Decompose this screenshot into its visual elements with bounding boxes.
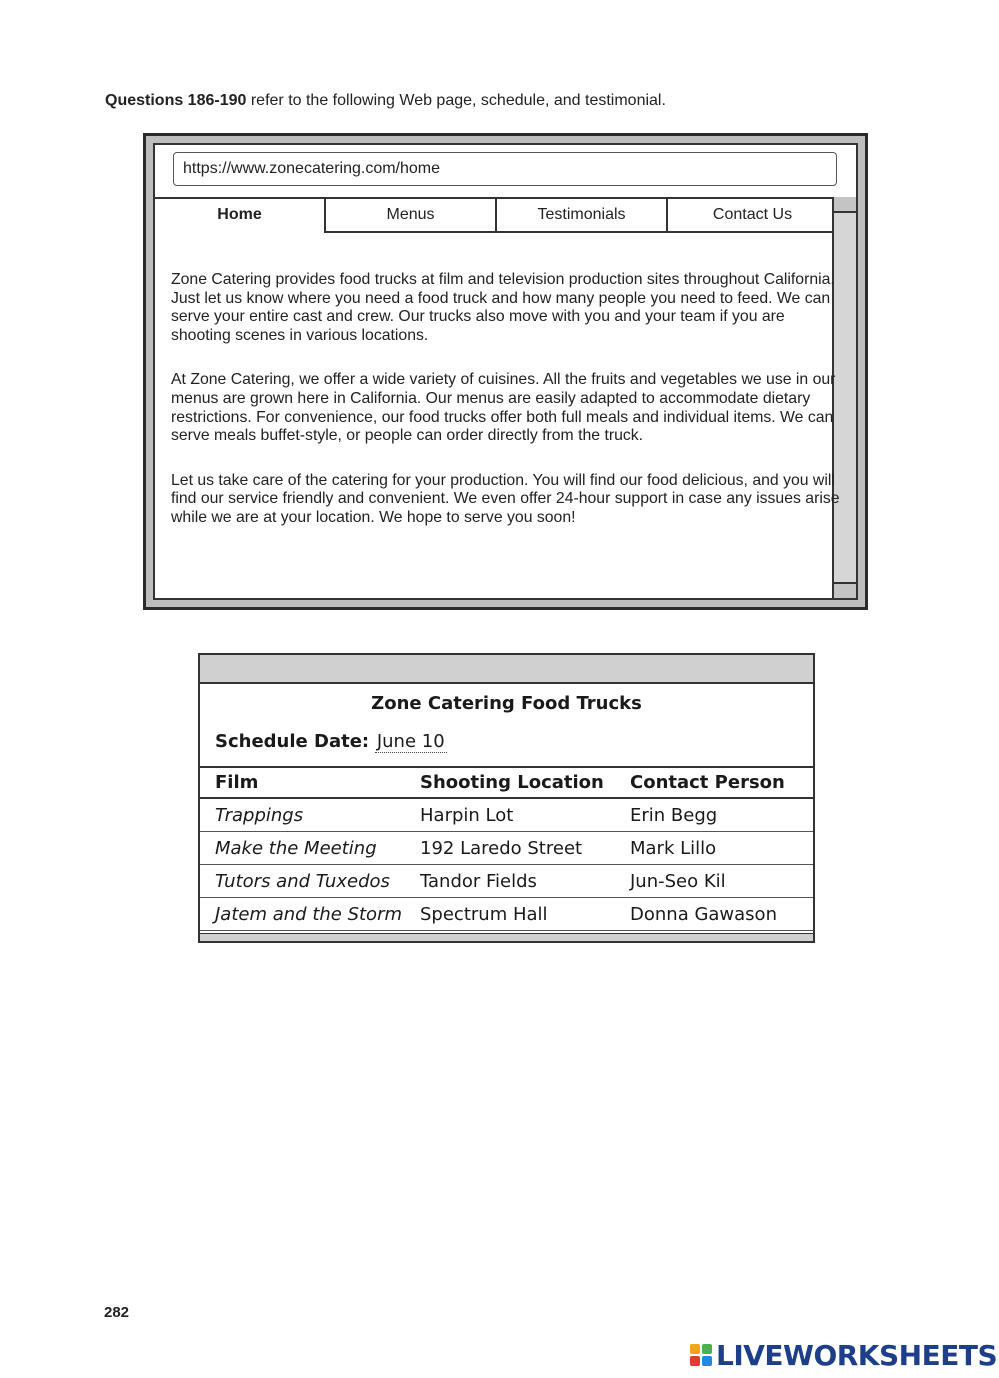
film-cell: Tutors and Tuxedos [215, 870, 390, 892]
nav-tabs [155, 197, 839, 233]
film-cell: Trappings [215, 804, 304, 826]
tab-menus[interactable]: Menus [326, 199, 497, 233]
schedule-footer-bar [200, 933, 813, 941]
paragraph-1: Zone Catering provides food trucks at film and television production sites throughout California. Just let us know where you need a food truck and how many people you need to feed. We can serve your entire cast and crew. Our trucks also move with you and your team if you are shooting scenes in various locations. [171, 271, 835, 344]
scroll-up-button[interactable] [834, 197, 856, 213]
schedule-title: Zone Catering Food Trucks [371, 693, 642, 714]
schedule-table [198, 653, 815, 943]
tab-contact-us[interactable]: Contact Us [668, 199, 839, 233]
logo-blocks-icon [690, 1344, 712, 1366]
logo-block [690, 1356, 700, 1366]
paragraph-2: At Zone Catering, we offer a wide variety of cuisines. All the fruits and vegetables we use in our menus are grown here in California. Our menus are easily adapted to accommodate dietary restrictions. For convenience, our food trucks offer both full meals and individual items. We can serve meals buffet-style, or people can order directly from the truck. [171, 371, 836, 445]
table-row [200, 865, 813, 898]
page-number: 282 [104, 1304, 130, 1321]
contact-cell: Erin Begg [630, 804, 718, 826]
url-bar[interactable]: https://www.zonecatering.com/home [173, 152, 837, 186]
logo-text: LIVEWORKSHEETS [716, 1338, 998, 1372]
location-cell: Harpin Lot [420, 804, 514, 826]
film-cell: Make the Meeting [215, 837, 377, 859]
table-row [200, 898, 813, 931]
browser-viewport [153, 143, 858, 600]
browser-window [143, 133, 868, 610]
logo-block [702, 1356, 712, 1366]
table-row [200, 799, 813, 832]
contact-cell: Jun-Seo Kil [630, 870, 726, 892]
column-header-location: Shooting Location [420, 772, 604, 793]
table-header-row [200, 766, 813, 799]
column-header-film: Film [215, 772, 259, 793]
schedule-grid [200, 766, 813, 931]
location-cell: Tandor Fields [420, 870, 537, 892]
contact-cell: Mark Lillo [630, 837, 717, 859]
scroll-down-button[interactable] [834, 582, 856, 598]
intro-text: refer to the following Web page, schedule, and testimonial. [246, 92, 666, 109]
schedule-header-bar [200, 655, 813, 684]
liveworksheets-logo[interactable] [690, 1340, 997, 1370]
page-content [171, 271, 841, 554]
logo-block [702, 1344, 712, 1354]
table-row [200, 832, 813, 865]
logo-block [690, 1344, 700, 1354]
film-cell: Jatem and the Storm [215, 903, 403, 925]
schedule-date [215, 731, 813, 753]
tab-home[interactable]: Home [155, 199, 326, 233]
contact-cell: Donna Gawason [630, 903, 777, 925]
intro-line [105, 92, 666, 110]
paragraph-3: Let us take care of the catering for your production. You will find our food delicious, and you will find our service friendly and convenient. We even offer 24-hour support in case any issues arise while we are at your location. We hope to serve you soon! [171, 471, 840, 526]
location-cell: Spectrum Hall [420, 903, 548, 925]
column-header-contact: Contact Person [630, 772, 785, 793]
intro-bold: Questions 186-190 [105, 92, 247, 109]
schedule-date-value: June 10 [376, 731, 445, 752]
tab-testimonials[interactable]: Testimonials [497, 199, 668, 233]
location-cell: 192 Laredo Street [420, 837, 583, 859]
schedule-date-label: Schedule Date: [215, 731, 370, 752]
